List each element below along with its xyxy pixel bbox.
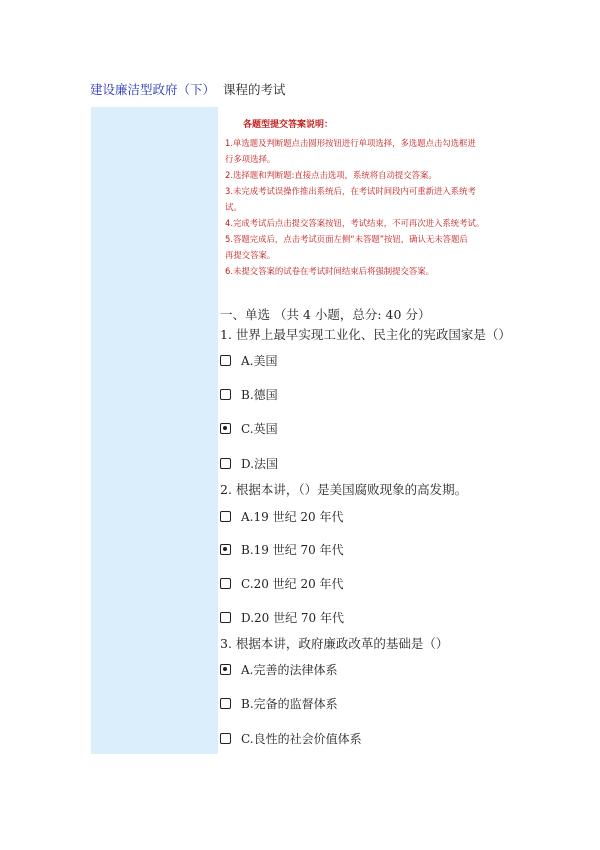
instruction-line: 1.单选题及判断题点击圆形按钮进行单项选择，多选题点击勾选框进 [225, 138, 476, 148]
radio-button-icon[interactable] [220, 458, 231, 469]
question-2-option-a[interactable] [220, 508, 343, 524]
course-name-link[interactable]: 建设廉洁型政府（下） [90, 82, 216, 97]
instruction-line: 3.未完成考试误操作推出系统后，在考试时间段内可重新进入系统考 [225, 186, 476, 196]
exam-title [90, 80, 286, 98]
radio-button-icon[interactable] [220, 698, 231, 709]
left-sidebar-panel [91, 107, 218, 754]
question-1-option-b[interactable] [220, 386, 278, 402]
exam-title-suffix: 课程的考试 [223, 82, 286, 97]
instruction-line: 4.完成考试后点击提交答案按钮，考试结束，不可再次进入系统考试。 [225, 218, 485, 228]
radio-button-icon[interactable] [220, 511, 231, 522]
instruction-line: 行多项选择。 [225, 154, 276, 164]
option-label: C.良性的社会价值体系 [241, 731, 362, 746]
radio-button-icon[interactable] [220, 389, 231, 400]
option-label: B.德国 [241, 387, 278, 402]
radio-button-icon[interactable] [220, 578, 231, 589]
option-label: A.完善的法律体系 [241, 662, 338, 677]
question-2-option-d[interactable] [220, 609, 344, 625]
question-2-option-c[interactable] [220, 575, 344, 591]
instruction-line: 6.未提交答案的试卷在考试时间结束后将强制提交答案。 [225, 266, 434, 276]
question-2-option-b[interactable] [220, 541, 344, 557]
instruction-line: 试。 [225, 202, 242, 212]
question-3-stem: 3. 根据本讲，政府廉政改革的基础是（） [220, 636, 449, 651]
question-1-option-d[interactable] [220, 455, 278, 471]
question-1-option-c[interactable] [220, 420, 278, 436]
option-label: B.19 世纪 70 年代 [241, 542, 344, 557]
option-label: D.20 世纪 70 年代 [241, 610, 344, 625]
instructions-title: 各题型提交答案说明： [243, 120, 334, 130]
radio-button-icon[interactable] [220, 423, 231, 434]
option-label: B.完备的监督体系 [241, 696, 338, 711]
radio-button-icon[interactable] [220, 355, 231, 366]
radio-button-icon[interactable] [220, 612, 231, 623]
option-label: C.英国 [241, 421, 278, 436]
radio-button-icon[interactable] [220, 544, 231, 555]
instruction-line: 5.答题完成后，点击考试页面左侧“未答题”按钮，确认无未答题后 [225, 234, 468, 244]
question-3-option-c[interactable] [220, 730, 362, 746]
instruction-line: 再提交答案。 [225, 250, 276, 260]
question-3-option-b[interactable] [220, 695, 338, 711]
option-label: D.法国 [241, 456, 279, 471]
option-label: A.美国 [241, 353, 278, 368]
radio-button-icon[interactable] [220, 733, 231, 744]
instruction-line: 2.选择题和判断题:直接点击选项，系统将自动提交答案。 [225, 170, 437, 180]
instructions-box [225, 117, 505, 279]
radio-button-icon[interactable] [220, 664, 231, 675]
question-1-stem: 1. 世界上最早实现工业化、民主化的宪政国家是（） [220, 327, 511, 342]
section-header: 一、单选 （共 4 小题，总分: 40 分） [220, 307, 431, 322]
option-label: A.19 世纪 20 年代 [241, 509, 344, 524]
question-2-stem: 2. 根据本讲，（）是美国腐败现象的高发期。 [220, 482, 468, 497]
question-3-option-a[interactable] [220, 661, 337, 677]
question-1-option-a[interactable] [220, 352, 277, 368]
option-label: C.20 世纪 20 年代 [241, 576, 344, 591]
